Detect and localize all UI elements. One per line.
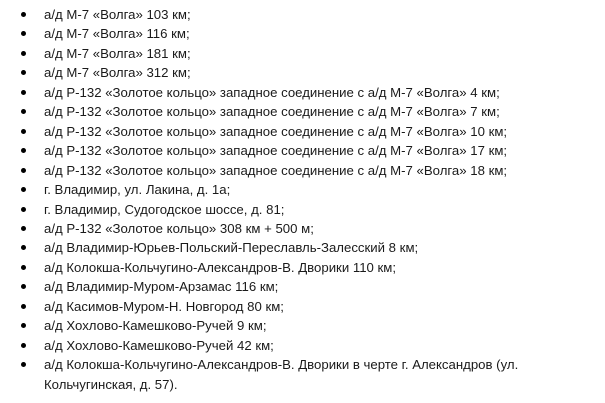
document-page: [0, 5, 605, 394]
list-item: [0, 102, 605, 121]
list-item-text: а/д М-7 «Волга» 103 км;: [44, 7, 191, 22]
list-item: [0, 5, 605, 24]
list-item-text: а/д Р-132 «Золотое кольцо» 308 км + 500 м;: [44, 220, 314, 236]
list-item-text: а/д Касимов-Муром-Н. Новгород 80 км;: [44, 298, 284, 314]
list-item-text: а/д Р-132 «Золотое кольцо» западное соединение с а/д М-7 «Волга» 4 км;: [44, 84, 500, 100]
bullet-icon: [21, 304, 26, 309]
bullet-icon: [21, 148, 26, 153]
list-item: [0, 277, 605, 296]
bullet-icon: [21, 187, 26, 192]
list-item-text: г. Владимир, ул. Лакина, д. 1а;: [44, 182, 231, 198]
list-item-text: а/д М-7 «Волга» 312 км;: [44, 65, 191, 81]
list-item-text: а/д М-7 «Волга» 116 км;: [44, 26, 190, 42]
bullet-icon: [21, 362, 26, 367]
list-item-text: а/д Р-132 «Золотое кольцо» западное соединение с а/д М-7 «Волга» 17 км;: [44, 143, 508, 159]
bullet-list: [0, 5, 605, 394]
bullet-icon: [21, 90, 26, 95]
list-item: [0, 83, 605, 102]
list-item: [0, 161, 605, 180]
bullet-icon: [21, 323, 26, 328]
list-item: [0, 219, 605, 238]
bullet-icon: [21, 12, 26, 17]
bullet-icon: [21, 284, 26, 289]
list-item-text: а/д Р-132 «Золотое кольцо» западное соединение с а/д М-7 «Волга» 7 км;: [44, 104, 500, 120]
list-item: [0, 238, 605, 257]
bullet-icon: [21, 168, 26, 173]
list-item: [0, 355, 605, 394]
list-item: [0, 336, 605, 355]
list-item-text: а/д Владимир-Муром-Арзамас 116 км;: [44, 279, 279, 295]
list-item-text: а/д Колокша-Кольчугино-Александров-В. Дворики 110 км;: [44, 259, 397, 275]
list-item-text: а/д Р-132 «Золотое кольцо» западное соединение с а/д М-7 «Волга» 18 км;: [44, 162, 508, 178]
bullet-icon: [21, 207, 26, 212]
bullet-icon: [21, 265, 26, 270]
bullet-icon: [21, 129, 26, 134]
list-item: [0, 258, 605, 277]
list-item: [0, 24, 605, 43]
bullet-icon: [21, 245, 26, 250]
list-item: [0, 44, 605, 63]
list-item: [0, 180, 605, 199]
bullet-icon: [21, 70, 26, 75]
list-item: [0, 141, 605, 160]
list-item: [0, 316, 605, 335]
list-item-text: а/д Р-132 «Золотое кольцо» западное соединение с а/д М-7 «Волга» 10 км;: [44, 123, 508, 139]
list-item: [0, 63, 605, 82]
bullet-icon: [21, 31, 26, 36]
list-item-text: а/д Владимир-Юрьев-Польский-Переславль-Залесский 8 км;: [44, 240, 419, 256]
list-item: [0, 297, 605, 316]
bullet-icon: [21, 343, 26, 348]
bullet-icon: [21, 226, 26, 231]
list-item-text: а/д Колокша-Кольчугино-Александров-В. Дворики в черте г. Александров (ул. Кольчугинская, д. 57).: [44, 357, 519, 392]
bullet-icon: [21, 51, 26, 56]
list-item: [0, 200, 605, 219]
list-item: [0, 122, 605, 141]
list-item-text: а/д Хохлово-Камешково-Ручей 9 км;: [44, 318, 267, 334]
list-item-text: а/д М-7 «Волга» 181 км;: [44, 45, 191, 61]
bullet-icon: [21, 109, 26, 114]
list-item-text: г. Владимир, Судогодское шоссе, д. 81;: [44, 201, 285, 217]
list-item-text: а/д Хохлово-Камешково-Ручей 42 км;: [44, 337, 274, 353]
